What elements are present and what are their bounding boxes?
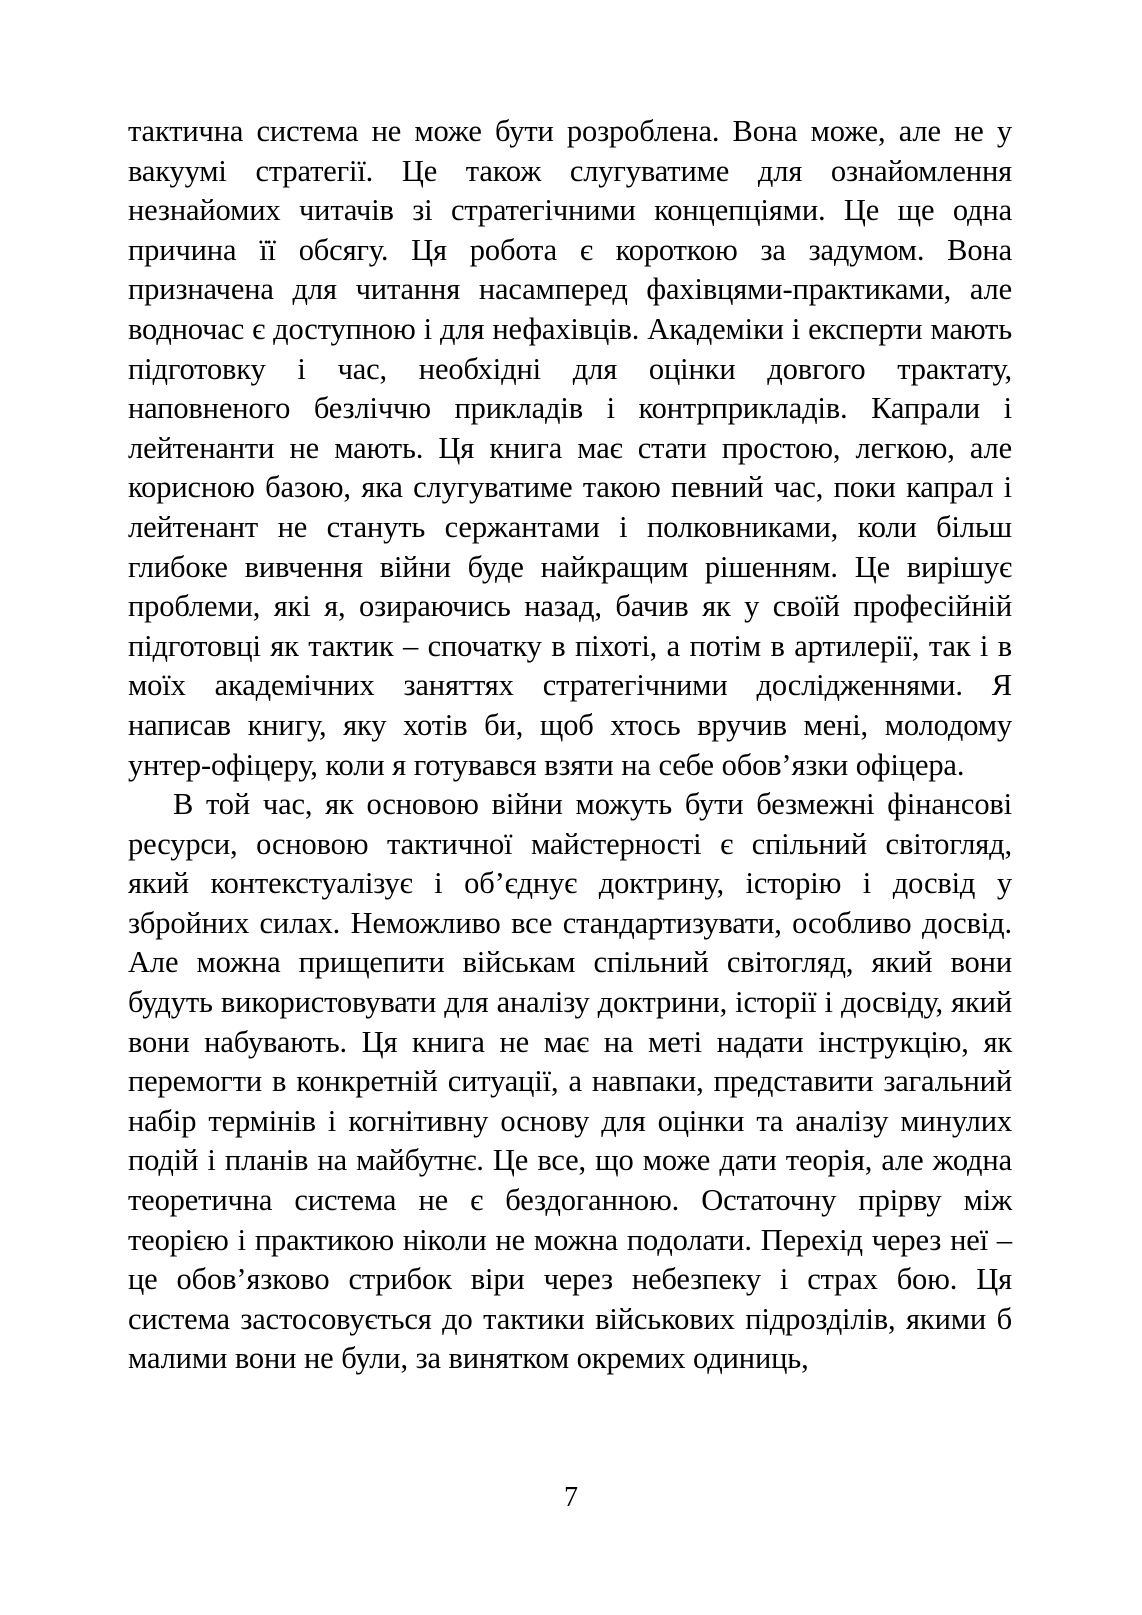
page-number: 7 [564, 1482, 578, 1513]
body-paragraph-2: В той час, як основою війни можуть бути безмежні фінансові ресурси, основою тактичної майстерності є спільний світогляд, який контекстуалізує і об’єднує доктрину, історію і досвід у збройних силах. Неможливо все стандартизувати, особливо досвід. Але можна прищепити військам спільний світогляд, який вони будуть використовувати для аналізу доктрини, історії і досвіду, який вони набувають. Ця книга не має на меті надати інструкцію, як перемогти в конкретній ситуації, а навпаки, представити загальний набір термінів і когнітивну основу для оцінки та аналізу минулих подій і планів на майбутнє. Це все, що може дати теорія, але жодна теоретична система не є бездоганною. Остаточну прірву між теорією і практикою ніколи не можна подолати. Перехід через неї – це обов’язково стрибок віри через небезпеку і страх бою. Ця система застосовується до тактики військових підрозділів, якими б малими вони не були, за винятком окремих одиниць, [128, 787, 1012, 1376]
page-text-column [128, 112, 1012, 1379]
body-paragraph-1: тактична система не може бути розроблена. Вона може, але не у вакуумі стратегії. Це також слугуватиме для ознайомлення незнайомих читачів зі стратегічними концепціями. Це ще одна причина її обсягу. Ця робота є короткою за задумом. Вона призначена для читання насамперед фахівцями-практиками, але водночас є доступною і для нефахівців. Академіки і експерти мають підготовку і час, необхідні для оцінки довгого трактату, наповненого безліччю прикладів і контрприкладів. Капрали і лейтенанти не мають. Ця книга має стати простою, легкою, але корисною базою, яка слугуватиме такою певний час, поки капрал і лейтенант не стануть сержантами і полковниками, коли більш глибоке вивчення війни буде найкращим рішенням. Це вирішує проблеми, які я, озираючись назад, бачив як у своїй професійній підготовці як тактик – спочатку в піхоті, а потім в артилерії, так і в моїх академічних заняттях стратегічними дослідженнями. Я написав книгу, яку хотів би, щоб хтось вручив мені, молодому унтер-офіцеру, коли я готувався взяти на себе обов’язки офіцера. [128, 114, 1012, 782]
